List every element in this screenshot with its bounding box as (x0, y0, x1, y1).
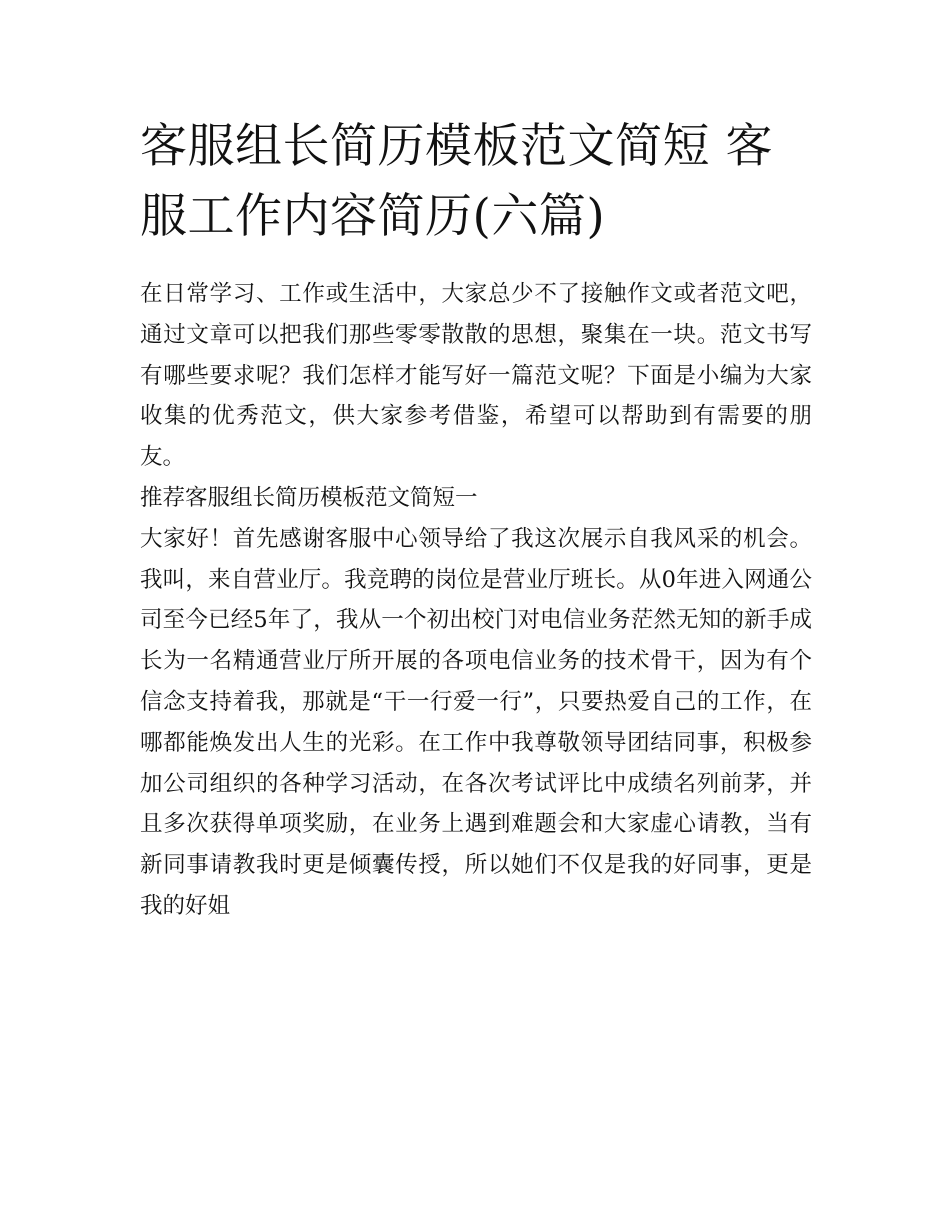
document-title: 客服组长简历模板范文简短 客服工作内容简历(六篇) (140, 119, 773, 244)
body-paragraph: 大家好！首先感谢客服中心领导给了我这次展示自我风采的机会。我叫，来自营业厅。我竞聘的岗位是营业厅班长。从0年进入网通公司至今已经5年了，我从一个初出校门对电信业务茫然无知的新手成长为一名精通营业厅所开展的各项电信业务的技术骨干，因为有个信念支持着我，那就是“干一行爱一行”，只要热爱自己的工作，在哪都能焕发出人生的光彩。在工作中我尊敬领导团结同事，积极参加公司组织的各种学习活动，在各次考试评比中成绩名列前茅，并且多次获得单项奖励，在业务上遇到难题会和大家虚心请教，当有新同事请教我时更是倾囊传授，所以她们不仅是我的好同事，更是我的好姐 (140, 525, 812, 919)
intro-paragraph: 在日常学习、工作或生活中，大家总少不了接触作文或者范文吧，通过文章可以把我们那些零零散散的思想，聚集在一块。范文书写有哪些要求呢？我们怎样才能写好一篇范文呢？下面是小编为大家收集的优秀范文，供大家参考借鉴，希望可以帮助到有需要的朋友。 (140, 281, 812, 471)
section-heading: 推荐客服组长简历模板范文简短一 (140, 484, 478, 511)
document-page (140, 112, 812, 927)
